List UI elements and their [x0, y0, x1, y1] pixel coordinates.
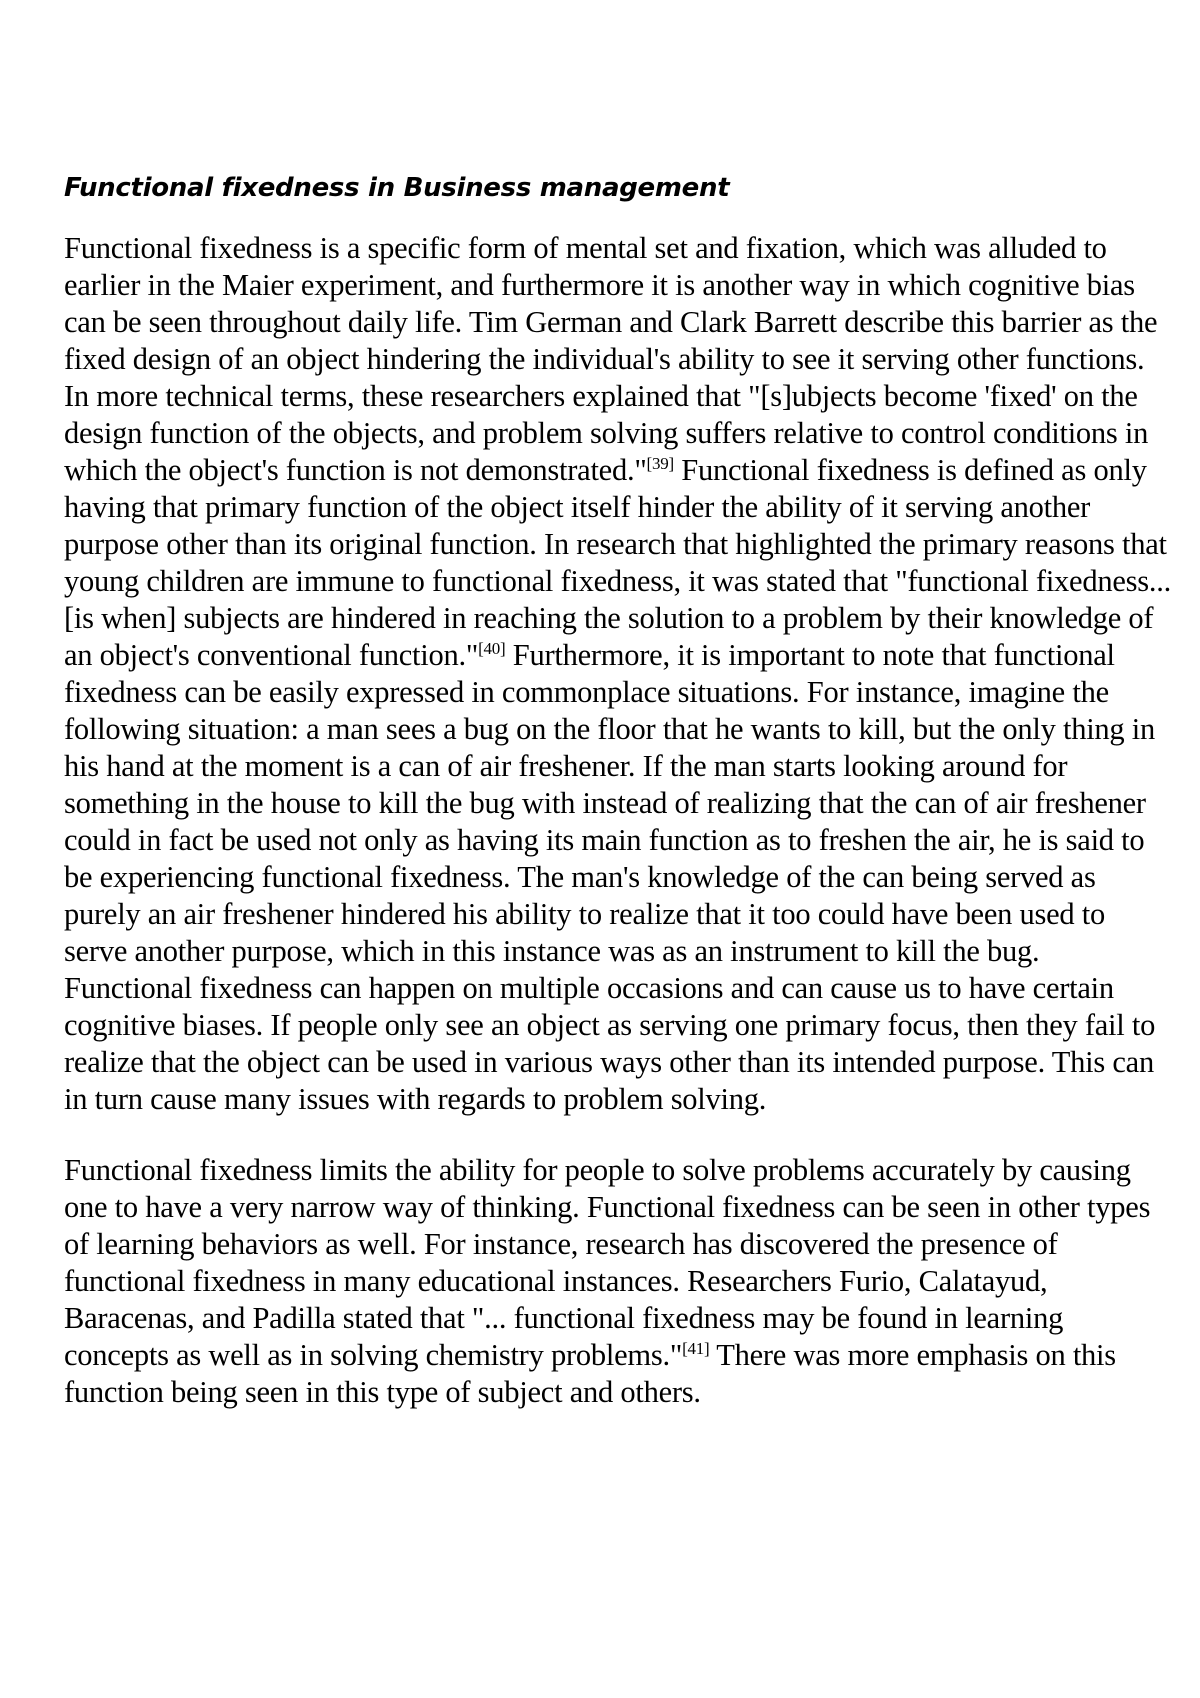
paragraph-1-text-3: Furthermore, it is important to note that functional fixedness can be easily expressed in commonplace situations. For instance, imagine the following situation: a man sees a bug on the floor that he wants to kill, but the only thing in his hand at the moment is a can of air freshener. If the man starts looking around for something in the house to kill the bug with instead of realizing that the can of air freshener could in fact be used not only as having its main function as to freshen the air, he is said to be experiencing functional fixedness. The man's knowledge of the can being served as purely an air freshener hindered his ability to realize that it too could have been used to serve another purpose, which in this instance was as an instrument to kill the bug. Functional fixedness can happen on multiple occasions and can cause us to have certain cognitive biases. If people only see an object as serving one primary focus, then they fail to realize that the object can be used in various ways other than its intended purpose. This can in turn cause many issues with regards to problem solving.: [64, 638, 1156, 1116]
paragraph-2: [64, 1152, 1172, 1411]
citation-39[interactable]: [39]: [646, 453, 674, 473]
document-page: [64, 170, 1172, 1445]
paragraph-1-text-1: Functional fixedness is a specific form of mental set and fixation, which was alluded to earlier in the Maier experiment, and furthermore it is another way in which cognitive bias can be seen throughout daily life. Tim German and Clark Barrett describe this barrier as the fixed design of an object hindering the individual's ability to see it serving other functions. In more technical terms, these researchers explained that "[s]ubjects become 'fixed' on the design function of the objects, and problem solving suffers relative to control conditions in which the object's function is not demonstrated.": [64, 231, 1158, 487]
citation-41[interactable]: [41]: [682, 1338, 710, 1358]
paragraph-1-text-2: Functional fixedness is defined as only having that primary function of the object itself hinder the ability of it serving another purpose other than its original function. In research that highlighted the primary reasons that young children are immune to functional fixedness, it was stated that "functional fixedness... [is when] subjects are hindered in reaching the solution to a problem by their knowledge of an object's conventional function.": [64, 453, 1171, 672]
section-heading: Functional fixedness in Business management: [64, 173, 730, 203]
paragraph-2-text-1: Functional fixedness limits the ability for people to solve problems accurately by causing one to have a very narrow way of thinking. Functional fixedness can be seen in other types of learning behaviors as well. For instance, research has discovered the presence of functional fixedness in many educational instances. Researchers Furio, Calatayud, Baracenas, and Padilla stated that "... functional fixedness may be found in learning concepts as well as in solving chemistry problems.": [64, 1153, 1151, 1372]
paragraph-1: [64, 230, 1172, 1118]
paragraph-2-text-2: There was more emphasis on this function being seen in this type of subject and others.: [64, 1338, 1116, 1409]
citation-40[interactable]: [40]: [478, 638, 506, 658]
